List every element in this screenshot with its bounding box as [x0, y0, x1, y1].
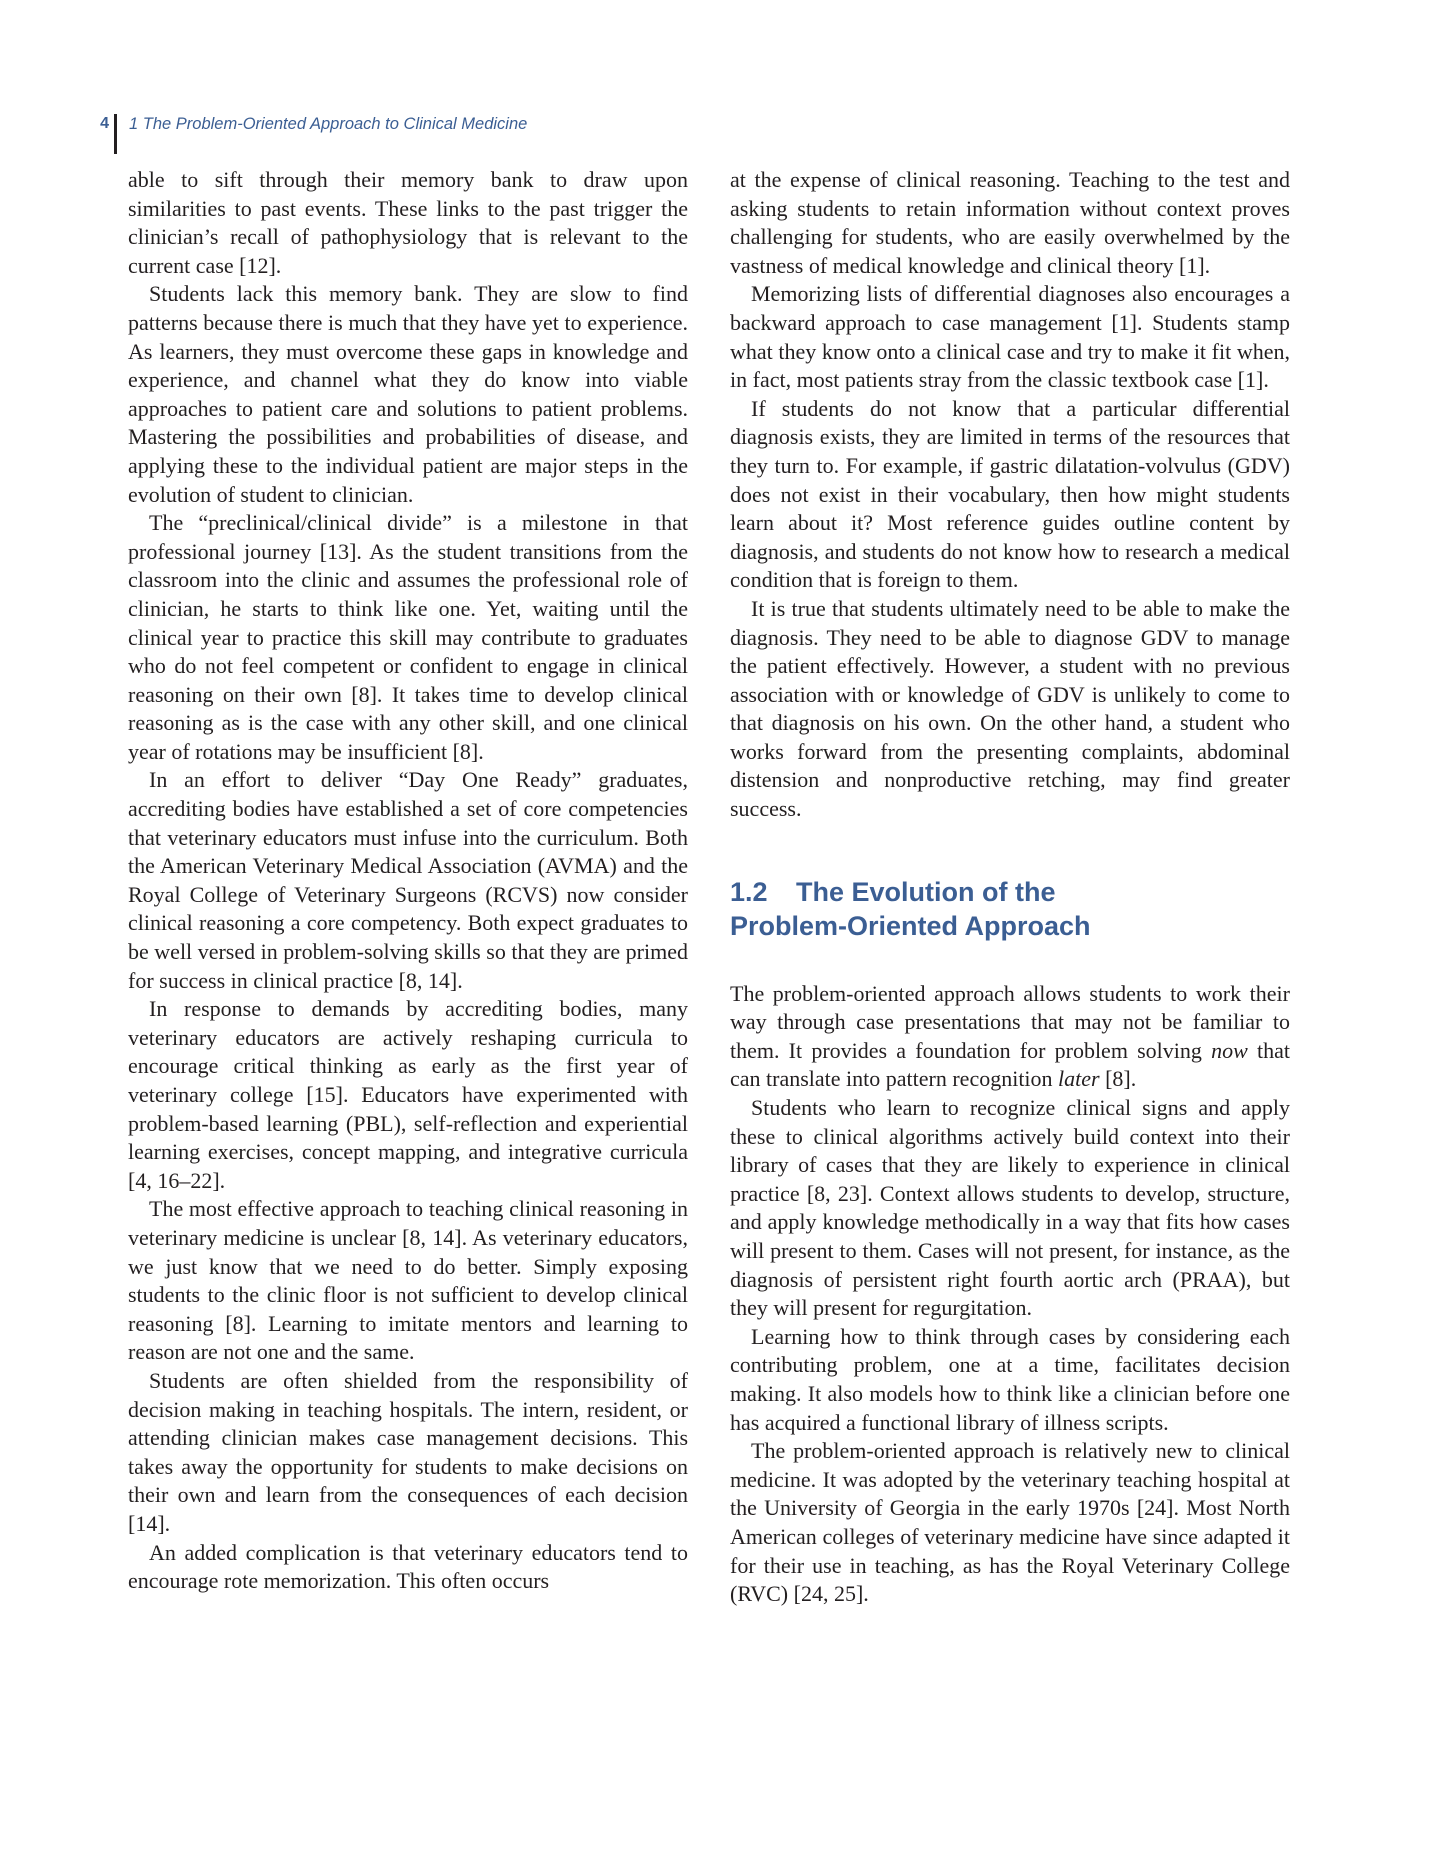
section-heading	[730, 875, 1290, 943]
paragraph: Memorizing lists of differential diagnoses also encourages a backward approach to case management [1]. Students stamp what they know onto a clinical case and try to make it fit when, in fact, most patients stray from the classic textbook case [1].	[730, 281, 1290, 393]
paragraph: able to sift through their memory bank to draw upon similarities to past events. These links to the past trigger the clinician’s recall of pathophysiology that is relevant to the current case [12].	[128, 167, 688, 278]
paragraph: The most effective approach to teaching clinical reasoning in veterinary medicine is unclear [8, 14]. As veterinary educators, we just know that we need to do better. Simply exposing students to the clinic floor is not sufficient to develop clinical reasoning [8]. Learning to imitate mentors and learning to reason are not one and the same.	[128, 1196, 688, 1365]
paragraph: The “preclinical/clinical divide” is a milestone in that professional journey [13]. As the student transitions from the classroom into the clinic and assumes the professional role of clinician, he starts to think like one. Yet, waiting until the clinical year to practice this skill may contribute to graduates who do not feel competent or confident to engage in clinical reasoning on their own [8]. It takes time to develop clinical reasoning as is the case with any other skill, and one clinical year of rotations may be insufficient [8].	[128, 510, 688, 764]
section-title-line1: The Evolution of the	[796, 876, 1056, 907]
paragraph: Learning how to think through cases by considering each contributing problem, one at a time, facilitates decision making. It also models how to think like a clinician before one has acquired a functional library of illness scripts.	[730, 1323, 1290, 1435]
right-column	[730, 166, 1290, 1609]
paragraph: Students are often shielded from the responsibility of decision making in teaching hospitals. The intern, resident, or attending clinician makes case management decisions. This takes away the opportunity for students to make decisions on their own and learn from the consequences of each decision [14].	[128, 1367, 688, 1536]
chapter-title: 1 The Problem-Oriented Approach to Clinical Medicine	[129, 115, 528, 133]
paragraph: An added complication is that veterinary educators tend to encourage rote memorization. This often occurs	[128, 1539, 688, 1594]
running-head	[93, 114, 527, 154]
paragraph: It is true that students ultimately need to be able to make the diagnosis. They need to be able to diagnose GDV to manage the patient effectively. However, a student with no previous association with or knowledge of GDV is unlikely to come to that diagnosis on his own. On the other hand, a student who works forward from the presenting complaints, abdominal distension and nonproductive retching, may find greater success.	[730, 595, 1290, 822]
section-first-paragraph	[730, 980, 1290, 1094]
text-run: The problem-oriented approach allows students to work their way through case presentations that may not be familiar to them. It provides a foundation for problem solving	[730, 980, 1290, 1063]
paragraph: The problem-oriented approach is relatively new to clinical medicine. It was adopted by the veterinary teaching hospital at the University of Georgia in the early 1970s [24]. Most North American colleges of veterinary medicine have since adapted it for their use in teaching, as has the Royal Veterinary College (RVC) [24, 25].	[730, 1438, 1290, 1607]
emphasis-later: later	[1058, 1066, 1100, 1092]
section-number: 1.2	[730, 876, 768, 907]
paragraph: If students do not know that a particular differential diagnosis exists, they are limited in terms of the resources that they turn to. For example, if gastric dilatation-volvulus (GDV) does not exist in their vocabulary, then how might students learn about it? Most reference guides outline content by diagnosis, and students do not know how to research a medical condition that is foreign to them.	[730, 395, 1290, 593]
paragraph: at the expense of clinical reasoning. Teaching to the test and asking students to retain information without context proves challenging for students, who are easily overwhelmed by the vastness of medical knowledge and clinical theory [1].	[730, 167, 1290, 278]
section-title-line2: Problem-Oriented Approach	[730, 910, 1091, 941]
paragraph: In response to demands by accrediting bodies, many veterinary educators are actively reshaping curricula to encourage critical thinking as early as the first year of veterinary college [15]. Educators have experimented with problem-based learning (PBL), self-reflection and experiential learning exercises, concept mapping, and integrative curricula [4, 16–22].	[128, 996, 688, 1193]
page-number: 4	[100, 115, 109, 132]
text-run: [8].	[1099, 1066, 1137, 1092]
header-rule	[114, 114, 117, 154]
paragraph: In an effort to deliver “Day One Ready” graduates, accrediting bodies have established a set of core competencies that veterinary educators must infuse into the curriculum. Both the American Veterinary Medical Association (AVMA) and the Royal College of Veterinary Surgeons (RCVS) now consider clinical reasoning a core competency. Both expect graduates to be well versed in problem-solving skills so that they are primed for success in clinical practice [8, 14].	[128, 767, 688, 993]
paragraph: Students who learn to recognize clinical signs and apply these to clinical algorithms actively build context into their library of cases that they are likely to experience in clinical practice [8, 23]. Context allows students to develop, structure, and apply knowledge methodically in a way that fits how cases will present to them. Cases will not present, for instance, as the diagnosis of persistent right fourth aortic arch (PRAA), but they will present for regurgitation.	[730, 1095, 1290, 1321]
paragraph: Students lack this memory bank. They are slow to find patterns because there is much that they have yet to experience. As learners, they must overcome these gaps in knowledge and experience, and channel what they do know into viable approaches to patient care and solutions to patient problems. Mastering the possibilities and probabilities of disease, and applying these to the individual patient are major steps in the evolution of student to clinician.	[128, 281, 688, 507]
left-column	[128, 166, 688, 1596]
text-run: that can translate into pattern recognition	[730, 1037, 1290, 1092]
emphasis-now: now	[1211, 1037, 1248, 1063]
